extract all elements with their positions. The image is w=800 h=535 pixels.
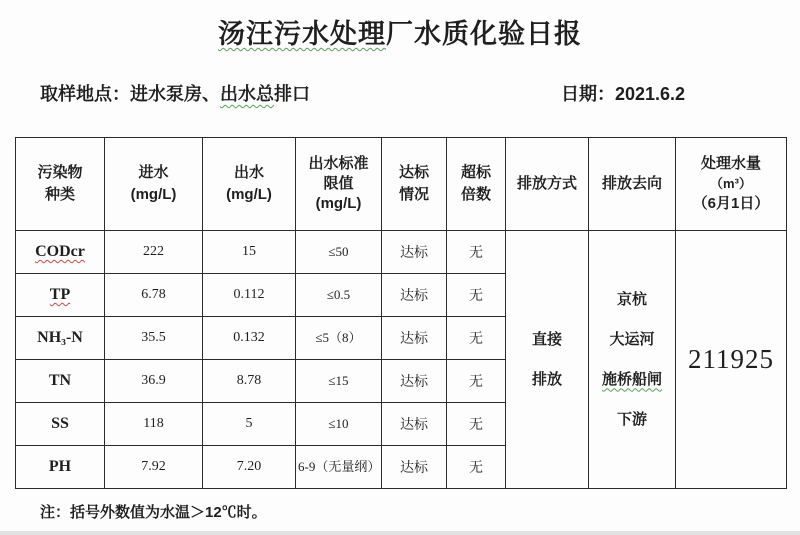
header-line: (mg/L) xyxy=(130,186,177,203)
col-header-discharge-method: 排放方式 xyxy=(506,138,589,231)
pollutant-name: TN xyxy=(48,372,72,389)
header-line: 倍数 xyxy=(460,186,491,203)
report-title-underlined: 汤汪污水处理 xyxy=(218,19,386,49)
discharge-destination-cell xyxy=(589,231,676,489)
col-header-outflow xyxy=(203,138,296,231)
discharge-method-line: 直接 xyxy=(531,330,562,348)
destination-line xyxy=(591,360,673,400)
report-title xyxy=(0,12,800,51)
pollutant-name: CODcr xyxy=(35,243,85,260)
limit-cell: ≤0.5 xyxy=(296,274,382,317)
sampling-suffix: 排口 xyxy=(274,84,310,104)
inflow-cell: 35.5 xyxy=(105,317,203,360)
pollutant-name-cell xyxy=(16,274,105,317)
col-header-exceedance xyxy=(447,138,506,231)
compliance-cell: 达标 xyxy=(382,360,447,403)
col-header-discharge-destination: 排放去向 xyxy=(589,138,676,231)
col-header-compliance xyxy=(382,138,447,231)
header-line: （6月1日） xyxy=(692,195,770,213)
destination-line: 大运河 xyxy=(609,330,655,348)
pollutant-name: SS xyxy=(51,415,69,432)
exceedance-cell: 无 xyxy=(447,317,506,360)
limit-cell: 6-9（无量纲） xyxy=(296,446,382,489)
exceedance-cell: 无 xyxy=(447,360,506,403)
exceedance-cell: 无 xyxy=(447,403,506,446)
header-line: （m³） xyxy=(710,175,752,191)
header-line: 情况 xyxy=(398,186,429,203)
inflow-cell: 118 xyxy=(105,403,203,446)
water-quality-table xyxy=(15,137,787,489)
compliance-cell: 达标 xyxy=(382,403,447,446)
outflow-cell: 8.78 xyxy=(203,360,296,403)
header-line: 种类 xyxy=(44,186,75,203)
sampling-underlined: 出水总 xyxy=(220,84,274,104)
header-line: 出水 xyxy=(233,163,264,181)
header-line: 污染物 xyxy=(37,163,83,181)
pollutant-name-cell xyxy=(16,231,105,274)
outflow-cell: 5 xyxy=(203,403,296,446)
header-line: 限值 xyxy=(323,174,354,192)
sampling-location-label xyxy=(40,80,310,106)
outflow-cell: 0.112 xyxy=(203,274,296,317)
inflow-cell: 222 xyxy=(105,231,203,274)
outflow-cell: 0.132 xyxy=(203,317,296,360)
destination-line: 下游 xyxy=(616,410,647,428)
limit-cell: ≤15 xyxy=(296,360,382,403)
inflow-cell: 36.9 xyxy=(105,360,203,403)
compliance-cell: 达标 xyxy=(382,274,447,317)
header-line: 超标 xyxy=(460,163,491,181)
col-header-pollutant xyxy=(16,138,105,231)
limit-cell: ≤50 xyxy=(296,231,382,274)
report-title-rest: 厂水质化验日报 xyxy=(386,19,582,49)
discharge-method-cell xyxy=(506,231,589,489)
header-row xyxy=(16,138,787,231)
compliance-cell: 达标 xyxy=(382,446,447,489)
bottom-edge-strip xyxy=(0,531,800,535)
exceedance-cell: 无 xyxy=(447,274,506,317)
compliance-cell: 达标 xyxy=(382,317,447,360)
header-line: 达标 xyxy=(398,163,429,181)
date-label: 日期：2021.6.2 xyxy=(561,84,686,104)
inflow-cell: 7.92 xyxy=(105,446,203,489)
header-line: 出水标准 xyxy=(308,154,369,172)
footnote: 注：括号外数值为水温＞12℃时。 xyxy=(40,504,267,521)
col-header-limit xyxy=(296,138,382,231)
outflow-cell: 7.20 xyxy=(203,446,296,489)
limit-cell: ≤5（8） xyxy=(296,317,382,360)
exceedance-cell: 无 xyxy=(447,446,506,489)
pollutant-name-cell xyxy=(16,317,105,360)
pollutant-name-cell xyxy=(16,446,105,489)
outflow-cell: 15 xyxy=(203,231,296,274)
exceedance-cell: 无 xyxy=(447,231,506,274)
col-header-volume xyxy=(676,138,787,231)
header-line: (mg/L) xyxy=(315,195,362,213)
destination-line-underlined: 施桥船闸 xyxy=(601,370,662,388)
col-header-inflow xyxy=(105,138,203,231)
sampling-prefix: 取样地点：进水泵房、 xyxy=(40,84,220,104)
destination-line: 京杭 xyxy=(616,290,647,308)
treated-volume-cell: 211925 xyxy=(676,231,787,489)
header-line: 处理水量 xyxy=(700,154,761,172)
pollutant-name: TP xyxy=(49,286,71,303)
compliance-cell: 达标 xyxy=(382,231,447,274)
pollutant-name-cell xyxy=(16,403,105,446)
pollutant-name: PH xyxy=(48,458,72,475)
inflow-cell: 6.78 xyxy=(105,274,203,317)
table-row-codcr xyxy=(16,231,787,274)
header-line: 进水 xyxy=(138,163,169,181)
pollutant-name-cell xyxy=(16,360,105,403)
header-line: (mg/L) xyxy=(226,186,272,203)
limit-cell: ≤10 xyxy=(296,403,382,446)
discharge-method-line: 排放 xyxy=(531,370,562,388)
pollutant-name: NH₃-N xyxy=(37,329,83,346)
